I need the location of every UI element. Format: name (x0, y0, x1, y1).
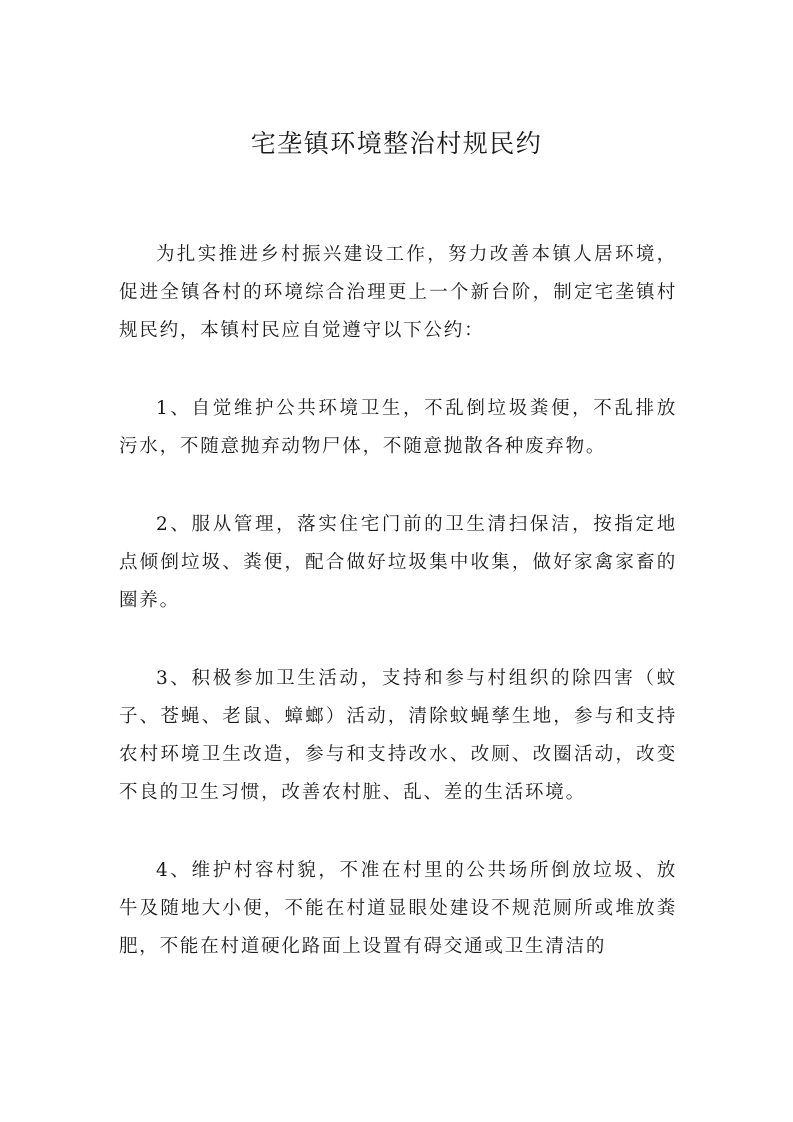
intro-paragraph: 为扎实推进乡村振兴建设工作，努力改善本镇人居环境，促进全镇各村的环境综合治理更上一个新台阶，制定宅垄镇村规民约，本镇村民应自觉遵守以下公约： (119, 244, 677, 341)
document-body (119, 236, 677, 1006)
rule-paragraph-1: 1、自觉维护公共环境卫生，不乱倒垃圾粪便，不乱排放污水，不随意抛弃动物尸体，不随意抛散各种废弃物。 (119, 398, 677, 457)
rule-paragraph-3: 3、积极参加卫生活动，支持和参与村组织的除四害（蚊子、苍蝇、老鼠、蟑螂）活动，清除蚊蝇孳生地，参与和支持农村环境卫生改造，参与和支持改水、改厕、改圈活动，改变不良的卫生习惯，改善农村脏、乱、差的生活环境。 (119, 668, 677, 803)
rule-paragraph-2: 2、服从管理，落实住宅门前的卫生清扫保洁，按指定地点倾倒垃圾、粪便，配合做好垃圾集中收集，做好家禽家畜的圈养。 (119, 514, 677, 611)
rule-paragraph-4: 4、维护村容村貌，不准在村里的公共场所倒放垃圾、放牛及随地大小便，不能在村道显眼处建设不规范厕所或堆放粪肥，不能在村道硬化路面上设置有碍交通或卫生清洁的 (119, 860, 677, 957)
document-title: 宅垄镇环境整治村规民约 (250, 129, 543, 158)
